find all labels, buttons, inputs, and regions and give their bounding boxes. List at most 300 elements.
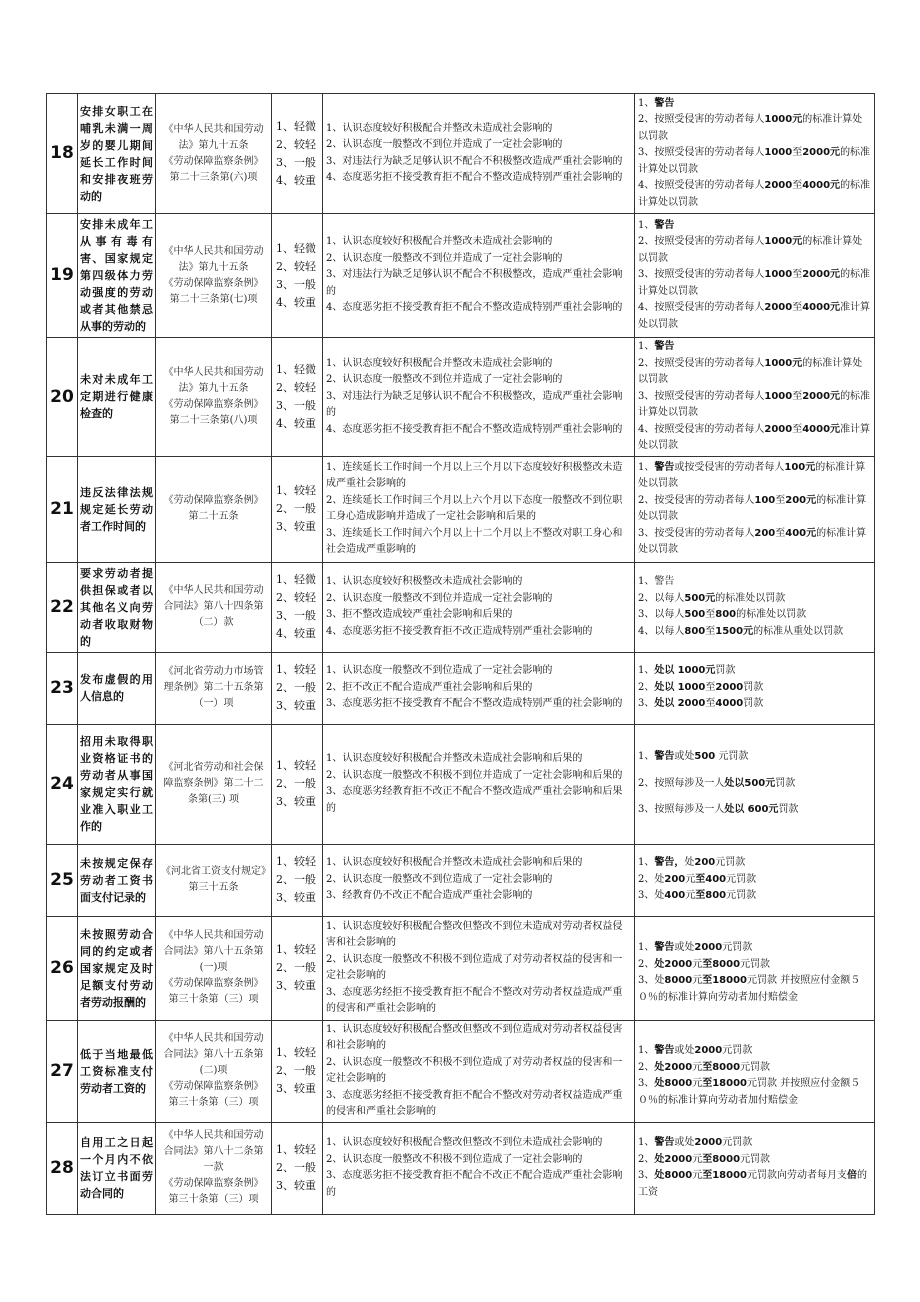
violation-item: 自用工之日起一个月内不依法订立书面劳动合同的 [78,1122,156,1214]
severity-level: 4、较重 [276,295,316,309]
legal-basis [156,652,272,724]
penalty-emphasis: 警告 [654,942,675,953]
penalty-text: 或处 [674,751,695,763]
penalty-text: 1、 [638,665,655,677]
penalty-emphasis: 处 [654,1061,665,1073]
penalty-emphasis: 100 [754,494,776,506]
severity-level: 1、较轻 [276,943,316,956]
circumstance-line: 3、态度恶劣拒不接受教育拒不配合不改正不配合造成严重社会影响的 [326,1170,623,1198]
penalty-emphasis: 4000元 [802,423,841,435]
circumstances [323,724,635,844]
legal-basis-line: 《河北省劳动力市场管理条例》第二十五条第（一）项 [163,666,264,709]
severity-level: 1、较轻 [276,1046,316,1059]
table-row [47,724,875,844]
circumstances [323,94,635,214]
penalty-text: 2、处 [638,873,665,885]
violation-item: 要求劳动者提供担保或者以其他名义向劳动者收取财物的 [78,562,156,652]
penalty-line [638,526,871,559]
penalty-emphasis: 2000 [694,942,723,953]
penalty-emphasis: 至 [702,1170,713,1181]
penalty-standards [635,94,875,214]
penalty-standards [635,338,875,457]
penalty-emphasis: 2000 [664,1061,693,1073]
penalty-emphasis: 8000 [664,975,693,986]
penalty-text: 2、按照受侵害的劳动者每人 [638,236,765,248]
penalty-text: 至 [792,423,803,435]
table-row [47,94,875,214]
legal-basis-line: 《中华人民共和国劳动合同法》第八十四条第（二）款 [163,585,264,628]
violation-item: 未按规定保存劳动者工资书面支付记录的 [78,844,156,916]
penalty-text: 的工资 [638,1170,868,1198]
severity-level: 3、较重 [276,891,316,904]
penalty-text: 4、以每人 [638,625,685,637]
penalty-text: 罚款 [743,698,764,710]
penalty-text: 元 [692,1170,703,1181]
penalty-emphasis: 至 [702,1061,713,1073]
legal-basis-line: 《河北省工资支付规定》第三十五条 [161,866,266,893]
penalty-text: 1、 [638,1045,655,1056]
penalty-text: 或处 [674,1137,695,1148]
circumstance-line: 2、认识态度一般整改不到位造成了一定社会影响的 [326,873,553,885]
penalty-text: 2、 [638,1153,655,1165]
violation-item: 违反法律法规规定延长劳动者工作时间的 [78,456,156,562]
table-row [47,652,875,724]
penalty-text: 1、 [638,1137,655,1148]
penalty-emphasis: 警告， [654,857,685,869]
severity-levels [272,562,323,652]
penalty-emphasis: 2000 [694,1137,723,1148]
severity-levels [272,724,323,844]
penalty-line [638,178,871,211]
penalty-text: 至 [705,698,716,710]
legal-basis-line: 《河北省劳动和社会保障监察条例》第二十二条第(三) 项 [163,762,264,805]
penalty-text: 3、 [638,1170,655,1181]
penalty-text: 至 [775,527,786,539]
circumstance-line: 4、态度恶劣拒不接受教育拒不改正造成特别严重社会影响的 [326,625,593,637]
penalty-line [638,218,871,235]
penalty-line [638,1060,871,1077]
circumstances [323,652,635,724]
penalty-emphasis: 警告 [654,1045,675,1056]
circumstance-line: 1、认识态度较好积极配合并整改未造成社会影响的 [326,122,553,134]
penalty-text: 元 [692,1061,703,1073]
penalty-text: 3、以每人 [638,609,685,620]
penalty-emphasis: 2000元 [802,390,841,402]
penalty-emphasis: 2000 [677,698,706,710]
legal-basis [156,456,272,562]
circumstance-line: 3、态度恶劣拒不接受教育不配合不整改造成特别严重的社会影响的 [326,698,623,710]
penalty-emphasis: 1000元 [764,236,803,248]
penalty-emphasis: 200 [694,857,716,869]
severity-level: 2、较轻 [276,259,316,273]
penalty-text: 3、按照受侵害的劳动者每人 [638,147,765,159]
penalty-text: 元罚款 [715,751,749,763]
severity-levels [272,652,323,724]
penalty-text: 3、按照每涉及一人 [638,804,725,816]
circumstance-line: 1、认识态度较好积极配合并整改未造成社会影响和后果的 [326,753,583,764]
severity-level: 3、较重 [276,979,316,992]
penalty-emphasis: 500元 [684,592,716,604]
severity-level: 2、一般 [276,873,316,886]
circumstance-line: 1、认识态度一般整改不到位造成了一定社会影响的 [326,665,553,677]
table-row [47,916,875,1020]
violation-item: 安排女职工在哺乳未满一周岁的婴儿期间延长工作时间和安排夜班劳动的 [78,94,156,214]
penalty-text: 元罚款 [722,1045,753,1056]
penalty-text: 准计算处以罚款 [638,302,871,330]
severity-levels [272,1122,323,1214]
penalty-text: 2、以每人 [638,592,685,604]
severity-level: 3、一般 [276,155,316,169]
penalty-line [638,855,871,872]
penalty-line [638,940,871,957]
legal-basis-line: 《劳动保障监察条例》第三十条第（三）项 [163,1081,264,1108]
penalty-text: 至 [705,625,716,637]
penalty-emphasis: 600元 [747,804,779,816]
penalty-text: 元 [685,890,696,902]
row-number: 19 [47,214,78,338]
penalty-emphasis: 至 [702,1078,713,1089]
severity-level: 2、较轻 [276,380,316,394]
severity-level: 4、较重 [276,173,316,187]
legal-basis-line: 《中华人民共和国劳动法》第九十五条 [163,245,264,273]
severity-levels [272,456,323,562]
penalty-emphasis: 倍 [847,1170,858,1181]
circumstances [323,916,635,1020]
penalty-emphasis: 处以 [654,681,675,693]
circumstance-line: 1、认识态度较好积极整改未造成社会影响的 [326,576,523,587]
penalty-line [638,339,871,356]
legal-basis [156,214,272,338]
penalty-text: 罚款 [775,777,796,789]
penalty-line [638,930,871,940]
severity-level: 1、较轻 [276,855,316,868]
legal-basis [156,916,272,1020]
penalty-emphasis: 18000 [712,975,748,986]
table-row [47,562,875,652]
circumstance-line: 3、对违法行为缺乏足够认识不配合不积极整改，造成严重社会影响的 [326,269,623,297]
penalty-text: 2、按受侵害的劳动者每人 [638,494,755,506]
penalty-text: 或处 [674,942,695,953]
penalty-text: 2、按照受侵害的劳动者每人 [638,357,765,369]
row-number: 21 [47,456,78,562]
severity-level: 3、一般 [276,277,316,291]
penalty-standards [635,916,875,1020]
penalty-line [638,607,871,624]
penalty-emphasis: 2000 [664,1153,693,1165]
penalty-text: 元罚款 [722,942,753,953]
penalty-emphasis: 2000 [715,681,744,693]
row-number: 24 [47,724,78,844]
severity-level: 1、较轻 [276,759,316,772]
penalty-emphasis: 800 [705,890,727,902]
penalty-standards [635,844,875,916]
table-row [47,1020,875,1122]
legal-basis-line: 《中华人民共和国劳动合同法》第八十五条第(一)项 [163,930,264,973]
penalty-emphasis: 至 [702,1153,713,1165]
penalty-emphasis: 2000 [764,302,793,314]
severity-level: 2、较轻 [276,137,316,151]
penalty-text: 罚款 [743,681,764,693]
severity-levels [272,844,323,916]
penalty-line [638,267,871,300]
penalty-text: 或按受侵害的劳动者每人 [674,461,785,473]
penalty-line [638,1076,871,1109]
circumstance-line: 2、认识态度一般整改不积极不到位造成了对劳动者权益的侵害和一定社会影响的 [326,953,623,981]
penalty-text: 处 [684,857,695,869]
circumstances [323,338,635,457]
penalty-text: 至 [775,494,786,506]
penalty-text: 至 [792,269,803,281]
penalty-emphasis: 8000 [712,1061,741,1073]
penalty-emphasis: 400元 [785,527,817,539]
row-number: 25 [47,844,78,916]
penalty-text: 准计算处以罚款 [638,423,871,451]
penalty-line [638,356,871,389]
circumstances [323,844,635,916]
circumstance-line: 2、认识态度一般整改不积极不到位并造成了一定社会影响和后果的 [326,769,623,781]
legal-basis-line: 《劳动保障监察条例》第二十五条 [163,495,264,522]
penalty-text: 至 [792,302,803,314]
penalty-text: 的标准计算处以罚款 [638,527,867,555]
penalty-text: 的标准处以罚款 [736,609,807,620]
legal-basis-line: 《中华人民共和国劳动法》第九十五条 [163,366,264,394]
penalty-emphasis: 1000元 [764,357,803,369]
severity-level: 1、较轻 [276,1143,316,1156]
penalty-text: 元罚款向劳动者每月支 [747,1170,848,1181]
penalty-text: 的标准从重处以罚款 [753,625,844,637]
row-number: 28 [47,1122,78,1214]
penalty-text: 1、 [638,751,655,763]
penalty-emphasis: 800 [715,609,737,620]
penalty-line [638,680,871,697]
penalty-emphasis: 至 [695,873,706,885]
circumstance-line: 3、拒不整改造成较严重社会影响和后果的 [326,609,513,620]
penalty-emphasis: 500 [684,609,706,620]
circumstance-line: 1、连续延长工作时间一个月以上三个月以下态度较好积极整改未造成严重社会影响的 [326,461,623,489]
penalty-text: 3、按照受侵害的劳动者每人 [638,390,765,402]
legal-basis-line: 《中华人民共和国劳动合同法》第八十五条第(二)项 [163,1033,264,1076]
circumstance-line: 2、连续延长工作时间三个月以上六个月以下态度一般整改不到位职工身心造成影响并造成了一定社会影响和后果的 [326,494,623,522]
severity-level: 2、一般 [276,1064,316,1077]
penalty-line [638,591,871,608]
penalty-text: 的标准计算处以罚款 [638,269,871,297]
severity-level: 2、一般 [276,1161,316,1174]
penalty-line [638,696,871,713]
penalty-text: 至 [705,681,716,693]
penalty-emphasis: 200 [754,527,776,539]
legal-basis-line: 《劳动保障监察条例》第三十条第（三）项 [163,1178,264,1205]
legal-basis-line: 《劳动保障监察条例》第二十三条第(八)项 [163,398,264,426]
penalty-text: 4、按照受侵害的劳动者每人 [638,180,765,192]
severity-levels [272,1020,323,1122]
penalty-standards [635,562,875,652]
penalty-text: 元罚款 [726,890,757,902]
penalty-text: 1、 [638,857,655,869]
penalty-text: 元 [692,975,703,986]
severity-level: 3、较重 [276,520,316,533]
severity-level: 1、轻微 [276,362,316,376]
penalty-text: 元罚款 [722,1137,753,1148]
penalty-emphasis: 处以 [654,665,675,677]
penalty-text: 1、 [638,219,655,231]
circumstance-line: 1、认识态度较好积极配合并整改未造成社会影响的 [326,357,553,369]
row-number: 18 [47,94,78,214]
penalty-text: 的标准计算处以罚款 [638,390,871,418]
penalty-emphasis: 400 [705,873,727,885]
penalty-line [638,802,871,819]
penalty-line [638,145,871,178]
penalty-emphasis: 2000 [764,180,793,192]
penalty-line [638,888,871,905]
penalty-text: 元罚款 [740,1153,771,1165]
penalty-emphasis: 1000元 [764,114,803,126]
penalty-text: 1、 [638,461,655,473]
penalty-line [638,234,871,267]
circumstance-line: 1、认识态度较好积极配合整改但整改不到位未造成社会影响的 [326,1137,603,1148]
penalty-emphasis: 警告 [654,751,675,763]
penalty-emphasis: 处 [654,958,665,970]
penalty-line [638,300,871,333]
severity-level: 3、较重 [276,699,316,712]
severity-levels [272,214,323,338]
severity-level: 2、一般 [276,502,316,515]
penalty-text: 元罚款 [715,857,746,869]
penalty-standards [635,724,875,844]
circumstance-line: 3、经教育仍不改正不配合造成严重社会影响的 [326,890,533,902]
circumstance-line: 3、对违法行为缺乏足够认识不配合不积极整改造成严重社会影响的 [326,155,623,167]
penalty-emphasis: 警告 [654,341,675,352]
row-number: 27 [47,1020,78,1122]
penalty-text: 元 [692,958,703,970]
penalty-line [638,663,871,680]
penalty-text: 元 [692,1153,703,1165]
penalty-text: 3、处 [638,975,665,986]
penalty-text: 2、按照每涉及一人 [638,777,725,789]
penalty-text: 1、警告 [638,576,675,587]
severity-level: 2、一般 [276,681,316,694]
circumstance-line: 3、态度恶劣经教育拒不改正不配合不整改造成严重社会影响和后果的 [326,786,623,814]
penalty-text: 3、处 [638,890,665,902]
penalty-text: 1、 [638,97,655,109]
circumstance-line: 3、态度恶劣经拒不接受教育拒不配合不整改对劳动者权益造成严重的侵害和严重社会影响的 [326,1089,623,1117]
table-row [47,1122,875,1214]
penalty-text: 元罚款 并按照应付金额５０％的标准计算向劳动者加付赔偿金 [638,1078,861,1106]
penalty-line [638,766,871,776]
severity-level: 3、较重 [276,795,316,808]
penalty-emphasis: 800 [684,625,706,637]
circumstance-line: 2、认识态度一般整改不到位并造成了一定社会影响的 [326,374,563,385]
row-number: 26 [47,916,78,1020]
penalty-text: 的标准处以罚款 [715,592,786,604]
severity-level: 1、较轻 [276,484,316,497]
severity-level: 4、较重 [276,416,316,430]
penalty-emphasis: 8000 [712,1153,741,1165]
circumstance-line: 2、拒不改正不配合造成严重社会影响和后果的 [326,681,533,693]
penalty-emphasis: 处以 [724,804,745,816]
penalty-emphasis: 500 [694,751,716,763]
penalty-line [638,1135,871,1152]
penalty-text: 元 [692,1078,703,1089]
penalty-text: 至 [792,180,803,192]
penalty-text: 2、 [638,681,655,693]
circumstance-line: 4、态度恶劣拒不接受教育拒不配合不整改造成特别严重社会影响的 [326,302,623,314]
penalty-emphasis: 2000元 [802,147,841,159]
circumstance-line: 2、认识态度一般整改不积极不到位造成了对劳动者权益的侵害和一定社会影响的 [326,1056,623,1084]
violation-item: 发布虚假的用人信息的 [78,652,156,724]
penalty-text: 4、按照受侵害的劳动者每人 [638,302,765,314]
penalty-emphasis: 4000元 [802,180,841,192]
penalty-emphasis: 18000 [712,1078,748,1089]
legal-basis [156,1020,272,1122]
penalty-line [638,776,871,793]
penalty-emphasis: 警告 [654,1137,675,1148]
severity-level: 1、轻微 [276,119,316,133]
circumstance-line: 3、连续延长工作时间六个月以上十二个月以上不整改对职工身心和社会造成严重影响的 [326,527,623,555]
legal-basis [156,562,272,652]
legal-basis-line: 《劳动保障监察条例》第二十三条第(七)项 [163,277,264,305]
severity-level: 1、轻微 [276,573,316,586]
penalty-line [638,957,871,974]
circumstance-line: 2、认识态度一般整改不到位并造成了一定社会影响的 [326,252,563,264]
table-body [47,94,875,1215]
penalty-text: 的标准计算处以罚款 [638,461,866,489]
violation-item: 未按照劳动合同的约定或者国家规定及时足额支付劳动者劳动报酬的 [78,916,156,1020]
penalty-emphasis: 处以 [654,698,675,710]
penalty-text: 至 [792,390,803,402]
penalty-line [638,422,871,455]
penalty-line [638,1152,871,1169]
penalty-text: 1、 [638,942,655,953]
penalty-emphasis: 2000 [664,958,693,970]
legal-basis-line: 《劳动保障监察条例》第三十条第（三）项 [163,978,264,1005]
penalty-text: 的标准计算处以罚款 [638,494,867,522]
penalty-line [638,460,871,493]
violation-item: 招用未取得职业资格证书的劳动者从事国家规定实行就业准入职业工作的 [78,724,156,844]
penalty-emphasis: 1000 [764,269,793,281]
penalty-text: 3、 [638,698,655,710]
legal-basis-line: 《劳动保障监察条例》第二十三条第(六)项 [163,155,264,183]
table-row [47,844,875,916]
circumstance-line: 4、态度恶劣拒不接受教育拒不配合不整改造成特别严重社会影响的 [326,423,623,435]
penalty-text: 的标准计算处以罚款 [638,180,871,208]
penalty-text: 或处 [674,1045,695,1056]
penalty-emphasis: 1000 [677,681,706,693]
penalty-line [638,1033,871,1043]
penalty-standards [635,652,875,724]
circumstance-line: 1、认识态度较好积极配合并整改未造成社会影响的 [326,236,553,248]
legal-basis [156,94,272,214]
circumstances [323,1020,635,1122]
penalty-emphasis: 2000元 [802,269,841,281]
penalty-line [638,389,871,422]
penalty-emphasis: 2000 [764,423,793,435]
penalty-emphasis: 警告 [654,461,675,473]
penalty-line [638,112,871,145]
penalty-text: 1、 [638,341,655,352]
penalty-text: 罚款 [715,665,736,677]
severity-level: 3、较重 [276,1082,316,1095]
penalty-text: 3、按照受侵害的劳动者每人 [638,269,765,281]
severity-levels [272,94,323,214]
penalty-text: 元罚款 并按照应付金额５０％的标准计算向劳动者加付赔偿金 [638,975,861,1003]
penalty-line [638,1043,871,1060]
penalty-emphasis: 处 [654,1170,665,1181]
penalty-standards [635,1122,875,1214]
penalty-emphasis: 8000 [664,1078,693,1089]
circumstance-line: 1、认识态度较好积极配合整改但整改不到位造成对劳动者权益侵害和社会影响的 [326,1023,623,1051]
penalty-emphasis: 1000 [764,390,793,402]
penalty-line [638,749,871,766]
